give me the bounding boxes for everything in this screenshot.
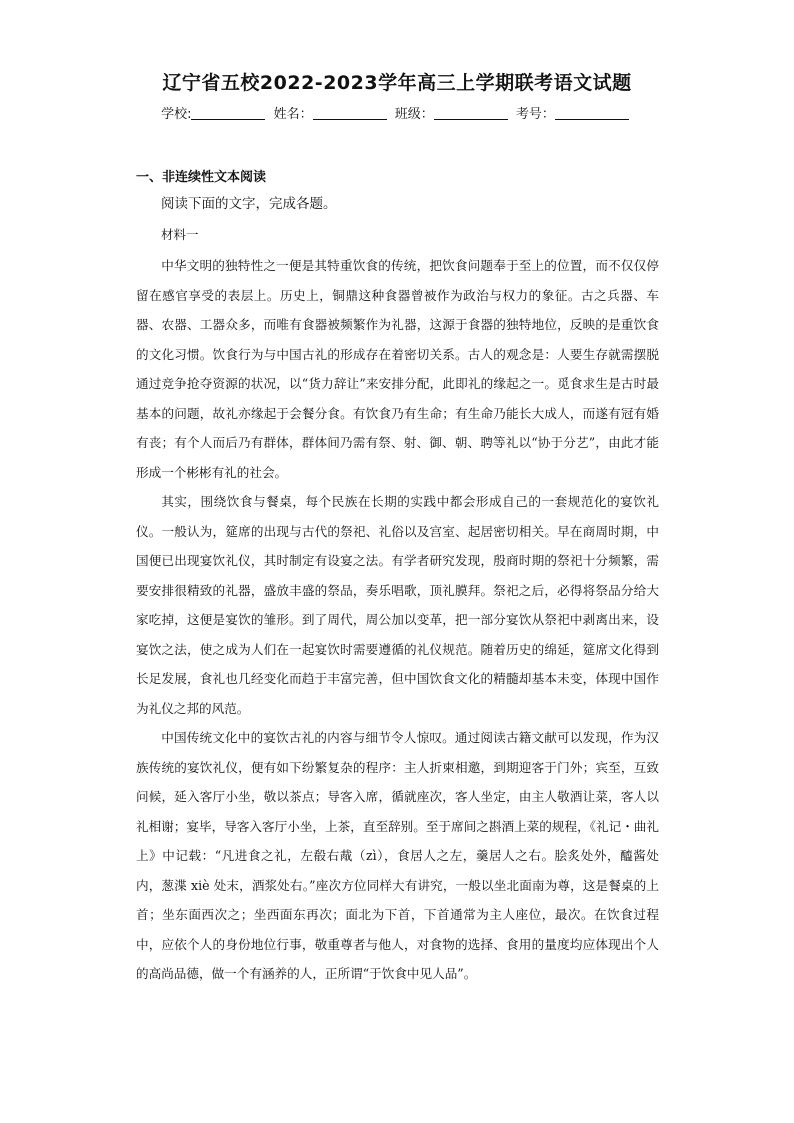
page-title: 辽宁省五校2022-2023学年高三上学期联考语文试题 <box>162 72 632 94</box>
reading-passage <box>136 251 659 989</box>
class-label: 班级： <box>394 107 434 122</box>
name-blank <box>313 106 387 120</box>
name-label: 姓名： <box>273 107 313 122</box>
section-heading: 一、非连续性文本阅读 <box>136 170 267 185</box>
student-info-row <box>0 103 794 122</box>
class-blank <box>434 106 508 120</box>
paragraph: 中华文明的独特性之一便是其特重饮食的传统，把饮食问题奉于至上的位置，而不仅仅停留在感官享受的表层上。历史上，铜鼎这种食器曾被作为政治与权力的象征。古之兵器、车器、农器、工器众多，而唯有食器被频繁作为礼器，这源于食器的独特地位，反映的是重饮食的文化习惯。饮食行为与中国古礼的形成存在着密切关系。古人的观念是：人要生存就需摆脱通过竞争抢夺资源的状况，以“货力辞让”来安排分配，此即礼的缘起之一。觅食求生是古时最基本的问题，故礼亦缘起于会餐分食。有饮食乃有生命；有生命乃能长大成人，而遂有冠有婚有丧；有个人而后乃有群体，群体间乃需有祭、射、御、朝、聘等礼以“协于分艺”，由此才能形成一个彬彬有礼的社会。 <box>136 258 659 480</box>
school-label: 学校: <box>161 107 192 122</box>
school-blank <box>191 106 265 120</box>
paragraph: 中国传统文化中的宴饮古礼的内容与细节令人惊叹。通过阅读古籍文献可以发现，作为汉族传统的宴饮礼仪，便有如下纷繁复杂的程序：主人折柬相邀，到期迎客于门外；宾至，互致问候，延入客厅小坐，敬以茶点；导客入席，循就座次，客人坐定，由主人敬酒让菜，客人以礼相谢；宴毕，导客入客厅小坐，上茶，直至辞别。至于席间之斟酒上菜的规程，《礼记・曲礼上》中记载：“凡进食之礼，左殽右胾（zì），食居人之左，羹居人之右。脍炙处外，醯酱处内，葱渫 xiè 处末，酒浆处右。”座次方位同样大有讲究，一般以坐北面南为尊，这是餐桌的上首；坐东面西次之；坐西面东再次；面北为下首，下首通常为主人座位，最次。在饮食过程中，应依个人的身份地位行事，敬重尊者与他人，对食物的选择、食用的量度均应体现出个人的高尚品德，做一个有涵养的人，正所谓“于饮食中见人品”。 <box>136 730 659 981</box>
paragraph: 其实，围绕饮食与餐桌，每个民族在长期的实践中都会形成自己的一套规范化的宴饮礼仪。一般认为，筵席的出现与古代的祭祀、礼俗以及宫室、起居密切相关。早在商周时期，中国便已出现宴饮礼仪，其时制定有设宴之法。有学者研究发现，殷商时期的祭祀十分频繁，需要安排很精致的礼器，盛放丰盛的祭品，奏乐唱歌，顶礼膜拜。祭祀之后，必得将祭品分给大家吃掉，这便是宴饮的雏形。到了周代，周公加以变革，把一部分宴饮从祭祀中剥离出来，设宴饮之法，使之成为人们在一起宴饮时需要遵循的礼仪规范。随着历史的绵延，筵席文化得到长足发展，食礼也几经变化而趋于丰富完善，但中国饮食文化的精髓却基本未变，体现中国作为礼仪之邦的风范。 <box>136 494 659 716</box>
exam-number-label: 考号： <box>515 107 555 122</box>
material-label: 材料一 <box>161 227 199 242</box>
instruction-text: 阅读下面的文字，完成各题。 <box>161 196 337 212</box>
exam-number-blank <box>555 106 629 120</box>
